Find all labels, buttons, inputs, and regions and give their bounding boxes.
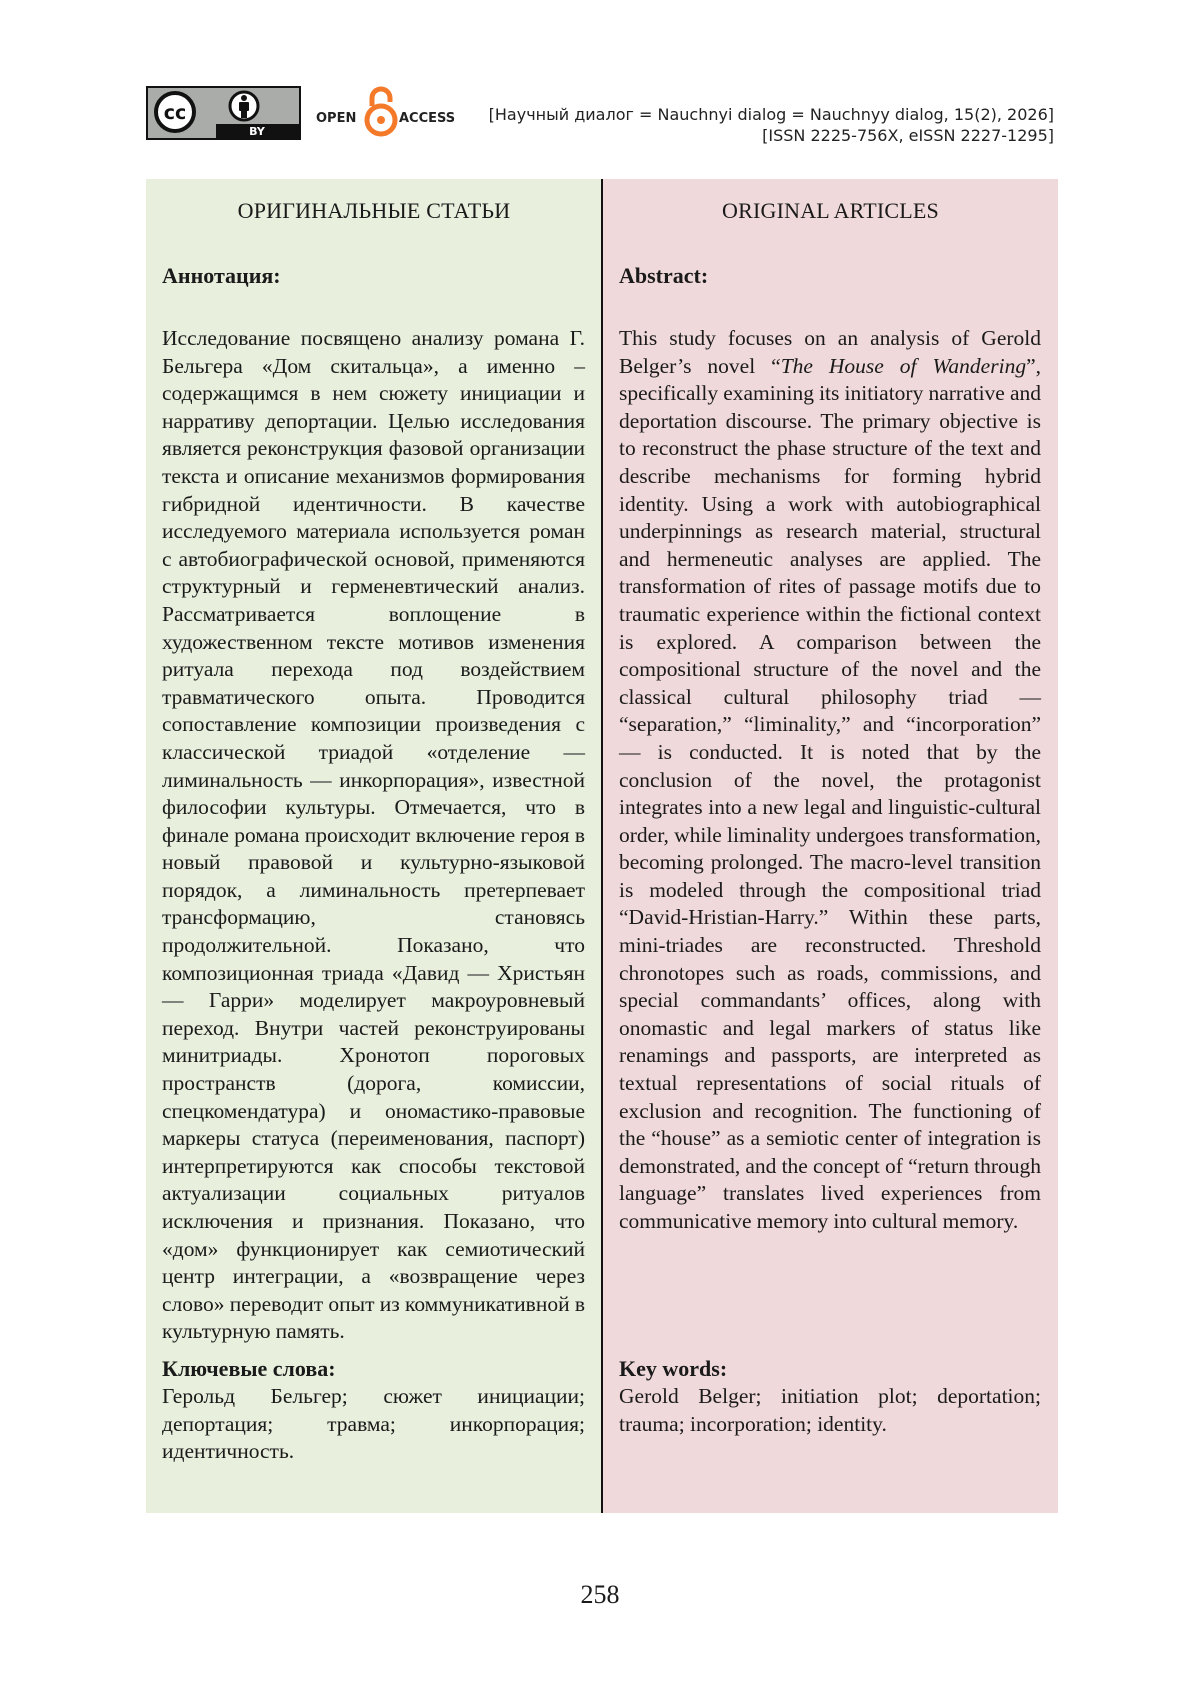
abstract-label-ru: Аннотация: — [162, 263, 281, 288]
section-title-ru: ОРИГИНАЛЬНЫЕ СТАТЬИ — [237, 198, 511, 223]
page-number: 258 — [580, 1580, 620, 1609]
keywords-text-en: Gerold Belger; initiation plot; deportation; trauma; incorporation; identity. — [619, 1384, 1041, 1436]
section-title-en: ORIGINAL ARTICLES — [722, 198, 939, 223]
cc-icon — [148, 88, 299, 138]
svg-text:OPEN: OPEN — [316, 111, 357, 126]
keywords-label-en: Key words: — [619, 1356, 728, 1381]
attribution-person-icon — [230, 92, 258, 120]
svg-text:cc: cc — [163, 102, 187, 124]
abstract-text-en — [619, 325, 1041, 1236]
cc-by-license-badge[interactable] — [146, 86, 301, 140]
abstract-text-en-part-1: This study focuses on an analysis of Gerold Belger’s novel “ — [619, 326, 1041, 378]
journal-reference — [489, 104, 1054, 146]
journal-citation: [Научный диалог = Nauchnyi dialog = Nauchnyy dialog, 15(2), 2026] — [488, 105, 1054, 124]
novel-title: The House of Wandering — [780, 353, 1027, 378]
abstract-text-en-part-2: ”, specifically examining its initiatory narrative and deportation discourse. The primary objective is to reconstruct the phase structure of the text and describe mechanisms for forming hybrid identity. Using a work with autobiographical underpinnings as research material, structural and hermeneutic analyses are applied. The transformation of rites of passage motifs due to traumatic experience within the fictional context is explored. A comparison between the compositional structure of the novel and the classical cultural philosophy triad — “separation,” “liminality,” and “incorporation” — is conducted. It is noted that by the conclusion of the novel, the protagonist integrates into a new legal and linguistic-cultural order, while liminality undergoes transformation, becoming prolonged. The macro-level transition is modeled through the compositional triad “David-Hristian-Harry.” Within these parts, mini-triades are reconstructed. Threshold chronotopes such as roads, commissions, and special commandants’ offices, along with onomastic and legal markers of status like renamings and passports, are interpreted as textual representations of social rituals of exclusion and recognition. The functioning of the “house” as a semiotic center of integration is demonstrated, and the concept of “return through language” translates lived experiences from communicative memory into cultural memory. — [619, 353, 1041, 1233]
svg-text:BY: BY — [249, 125, 265, 138]
keywords-text-ru: Герольд Бельгер; сюжет инициации; депортация; травма; инкорпорация; идентичность. — [162, 1384, 585, 1464]
abstract-text-ru: Исследование посвящено анализу романа Г. Бельгера «Дом скитальца», а именно – содержащимся в нем сюжету инициации и нарративу депортации. Целью исследования является реконструкция фазовой организации текста и описание механизмов формирования гибридной идентичности. В качестве исследуемого материала используется роман с автобиографической основой, применяются структурный и герменевтический анализ. Рассматривается воплощение в художественном тексте мотивов изменения ритуала перехода под воздействием травматического опыта. Проводится сопоставление композиции произведения с классической триадой «отделение — лиминальность — инкорпорация», известной философии культуры. Отмечается, что в финале романа происходит включение героя в новый правовой и культурно-языковой порядок, а лиминальность претерпевает трансформацию, становясь продолжительной. Показано, что композиционная триада «Давид — Христьян — Гарри» моделирует макроуровневый переход. Внутри частей реконструированы минитриады. Хронотоп пороговых пространств (дорога, комиссии, спецкомендатура) и ономастико-правовые маркеры статуса (переименования, паспорт) интерпретируются как способы текстовой актуализации социальных ритуалов исключения и признания. Показано, что «дом» функционирует как семиотический центр интеграции, а «возвращение через слово» переводит опыт из коммуникативной в культурную память. — [162, 326, 585, 1344]
english-column — [603, 179, 1058, 1513]
open-padlock-icon — [314, 84, 459, 140]
svg-text:ACCESS: ACCESS — [399, 111, 456, 126]
journal-issn: [ISSN 2225-756X, eISSN 2227-1295] — [762, 126, 1054, 145]
open-access-logo[interactable] — [314, 84, 459, 140]
russian-column — [146, 179, 602, 1513]
keywords-label-ru: Ключевые слова: — [162, 1356, 336, 1381]
abstract-label-en: Abstract: — [619, 263, 709, 288]
abstract-columns — [146, 179, 1058, 1513]
